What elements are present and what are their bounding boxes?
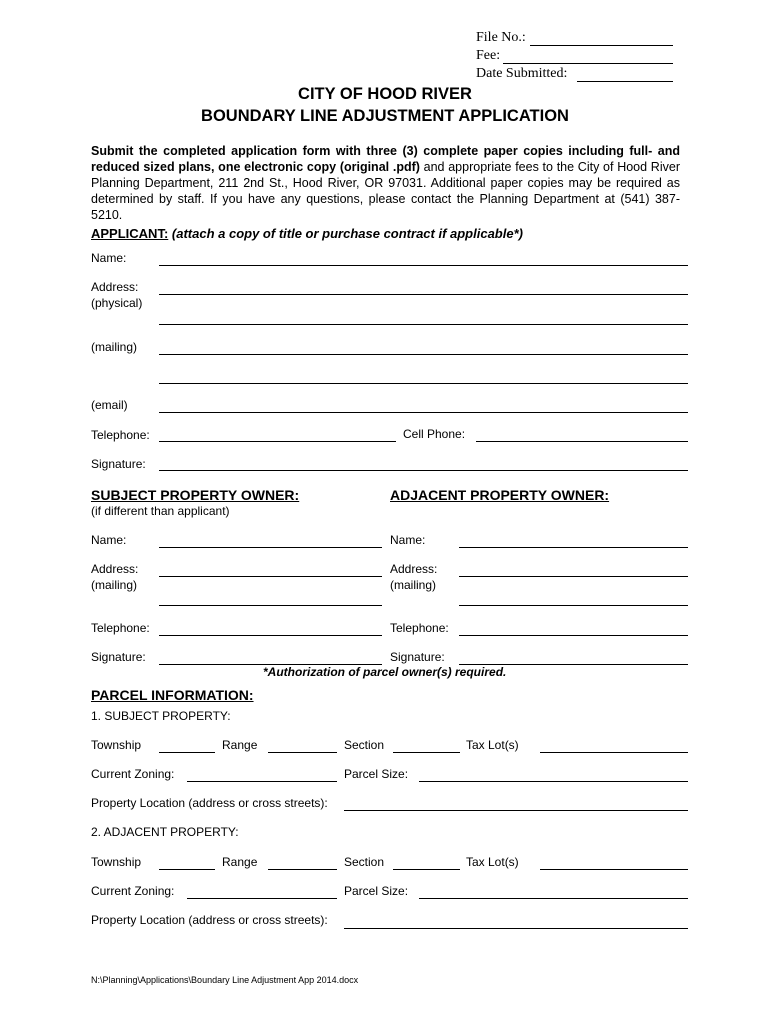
owner-telephone-label: Telephone: xyxy=(91,621,150,635)
applicant-heading: APPLICANT: xyxy=(91,226,169,241)
subject-range-label: Range xyxy=(222,738,258,752)
adjacent-mailing-label: (mailing) xyxy=(390,578,437,592)
subject-range-field[interactable] xyxy=(268,752,337,753)
subject-size-field[interactable] xyxy=(419,781,688,782)
intro-bold: Submit the completed application form with three (3) complete paper copies including full- and reduced sized plans, one electronic copy (original .pdf) xyxy=(91,144,680,174)
applicant-note: (attach a copy of title or purchase contract if applicable*) xyxy=(171,226,523,241)
owner-address-field-2[interactable] xyxy=(159,605,382,606)
applicant-physical-field-1[interactable] xyxy=(159,294,688,295)
fee-field[interactable] xyxy=(503,63,673,64)
adjacent-signature-label: Signature: xyxy=(390,650,445,664)
owner-signature-label: Signature: xyxy=(91,650,146,664)
subject-section-label: Section xyxy=(344,738,385,752)
adjacent-zoning-label: Current Zoning: xyxy=(91,884,175,898)
applicant-physical-field-2[interactable] xyxy=(159,324,688,325)
adjacent-section-field[interactable] xyxy=(393,869,460,870)
adjacent-address-label: Address: xyxy=(390,562,438,576)
subject-section-field[interactable] xyxy=(393,752,460,753)
adjacent-size-field[interactable] xyxy=(419,898,688,899)
owner-telephone-field[interactable] xyxy=(159,635,382,636)
applicant-cell-field[interactable] xyxy=(476,441,688,442)
adjacent-address-field-2[interactable] xyxy=(459,605,688,606)
date-submitted-field[interactable] xyxy=(577,81,673,82)
page-title: CITY OF HOOD RIVER xyxy=(298,85,472,103)
page-subtitle: BOUNDARY LINE ADJUSTMENT APPLICATION xyxy=(201,107,569,125)
applicant-address-label: Address: xyxy=(91,280,139,294)
adjacent-owner-heading: ADJACENT PROPERTY OWNER: xyxy=(390,487,610,503)
applicant-telephone-field[interactable] xyxy=(159,441,396,442)
footer-file-path: N:\Planning\Applications\Boundary Line Adjustment App 2014.docx xyxy=(91,975,359,985)
adjacent-range-field[interactable] xyxy=(268,869,337,870)
adjacent-location-label: Property Location (address or cross streets): xyxy=(91,913,328,927)
adjacent-township-field[interactable] xyxy=(159,869,215,870)
owner-name-field[interactable] xyxy=(159,547,382,548)
subject-township-label: Township xyxy=(91,738,142,752)
adjacent-telephone-field[interactable] xyxy=(459,635,688,636)
adjacent-taxlot-label: Tax Lot(s) xyxy=(466,855,519,869)
adjacent-section-label: Section xyxy=(344,855,385,869)
applicant-mailing-field-1[interactable] xyxy=(159,354,688,355)
adjacent-range-label: Range xyxy=(222,855,258,869)
subject-township-field[interactable] xyxy=(159,752,215,753)
file-no-field[interactable] xyxy=(530,45,673,46)
adjacent-location-field[interactable] xyxy=(344,928,688,929)
owner-mailing-label: (mailing) xyxy=(91,578,138,592)
applicant-mailing-label: (mailing) xyxy=(91,340,138,354)
date-submitted-label: Date Submitted: xyxy=(476,66,568,81)
subject-size-label: Parcel Size: xyxy=(344,767,409,781)
owner-address-field-1[interactable] xyxy=(159,576,382,577)
applicant-telephone-label: Telephone: xyxy=(91,428,150,442)
adjacent-taxlot-field[interactable] xyxy=(540,869,688,870)
owner-address-label: Address: xyxy=(91,562,139,576)
authorization-note: *Authorization of parcel owner(s) required. xyxy=(263,665,507,679)
subject-location-field[interactable] xyxy=(344,810,688,811)
applicant-mailing-field-2[interactable] xyxy=(159,383,688,384)
subject-zoning-field[interactable] xyxy=(187,781,337,782)
adjacent-township-label: Township xyxy=(91,855,142,869)
subject-location-label: Property Location (address or cross streets): xyxy=(91,796,328,810)
adjacent-name-label: Name: xyxy=(390,533,426,547)
applicant-signature-label: Signature: xyxy=(91,457,146,471)
applicant-signature-field[interactable] xyxy=(159,470,688,471)
subject-property-label: 1. SUBJECT PROPERTY: xyxy=(91,709,231,723)
applicant-email-label: (email) xyxy=(91,398,128,412)
subject-taxlot-field[interactable] xyxy=(540,752,688,753)
adjacent-address-field-1[interactable] xyxy=(459,576,688,577)
adjacent-telephone-label: Telephone: xyxy=(390,621,449,635)
adjacent-property-label: 2. ADJACENT PROPERTY: xyxy=(91,825,239,839)
subject-taxlot-label: Tax Lot(s) xyxy=(466,738,519,752)
adjacent-size-label: Parcel Size: xyxy=(344,884,409,898)
fee-label: Fee: xyxy=(476,48,501,63)
applicant-cell-label: Cell Phone: xyxy=(403,427,466,441)
subject-owner-subnote: (if different than applicant) xyxy=(91,504,230,518)
parcel-heading: PARCEL INFORMATION: xyxy=(91,687,254,703)
adjacent-zoning-field[interactable] xyxy=(187,898,337,899)
file-no-label: File No.: xyxy=(476,30,526,45)
intro-rest: and appropriate fees to the City of Hood River Planning Department, 211 2nd St., Hood River, OR 97031. Additional paper copies may be required as determined by staff. If you have any questions, please contact the Planning Department at (541) 387-5210. xyxy=(91,160,680,222)
adjacent-name-field[interactable] xyxy=(459,547,688,548)
applicant-name-label: Name: xyxy=(91,251,127,265)
applicant-email-field[interactable] xyxy=(159,412,688,413)
owner-name-label: Name: xyxy=(91,533,127,547)
applicant-heading-row xyxy=(91,226,523,242)
subject-zoning-label: Current Zoning: xyxy=(91,767,175,781)
subject-owner-heading: SUBJECT PROPERTY OWNER: xyxy=(91,487,300,503)
applicant-physical-label: (physical) xyxy=(91,296,143,310)
intro-paragraph xyxy=(91,143,680,223)
applicant-name-field[interactable] xyxy=(159,265,688,266)
